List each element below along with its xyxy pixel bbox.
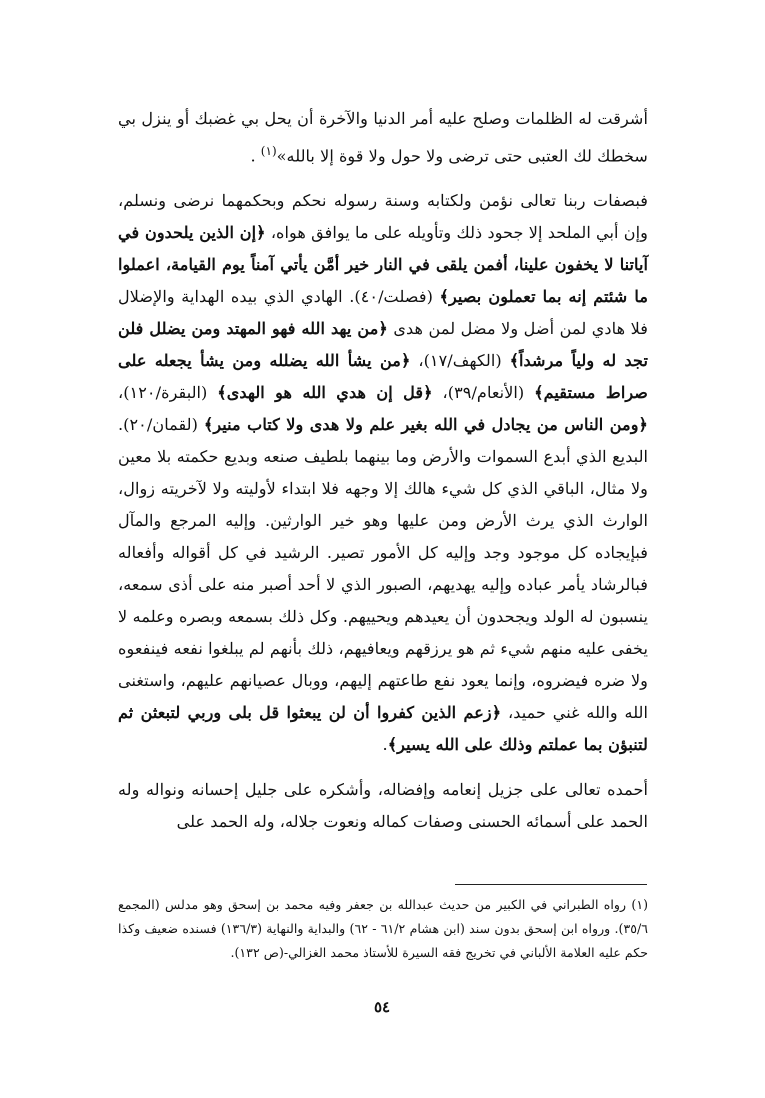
paragraph [118, 774, 648, 838]
verse-reference: (الكهف/١٧)، [410, 351, 510, 371]
text-run: (لقمان/٢٠). البديع الذي أبدع السموات والأرض وما بينهما بلطيف صنعه وبديع حكمته بلا معين ولا مثال، الباقي الذي كل شيء هالك إلا وجهه فلا ابتداء لأوليته ولا لآخريته زوال، الوارث الذي يرث الأرض ومن عليها وهو خير الوارثين. وإليه المرجع والمآل فبإيجاده كل موجود وجد وإليه كل الأمور تصير. الرشيد في كل أقواله وأفعاله فبالرشاد يأمر عباده وإليه يهديهم، الصبور الذي لا أحد أصبر منه على أذى سمعه، ينسبون له الولد ويجحدون أن يعيدهم ويحييهم. وكل ذلك بسمعه وبصره وعلمه لا يخفى عليه منهم شيء ثم هو يرزقهم ويعافيهم، ذلك بأنهم لم يبلغوا نفعه فينفعوه ولا ضره فيضروه، وإنما يعود نفع طاعتهم إليهم، ووبال عصيانهم عليهم، واستغنى الله والله غني حميد، [118, 415, 648, 723]
footnote: (١) رواه الطبراني في الكبير من حديث عبدالله بن جعفر وفيه محمد بن إسحق وهو مدلس (المجمع ٣٥/٦). ورواه ابن إسحق بدون سند (ابن هشام ٦١/٢ - ٦٢) والبداية والنهاية (١٣٦/٣) فسنده ضعيف وكذا حكم عليه العلامة الألباني في تخريج فقه السيرة للأستاذ محمد الغزالي-(ص ١٣٢). [118, 897, 648, 960]
verse-reference: (الأنعام/٣٩)، [432, 383, 535, 403]
quran-verse: ﴿ومن الناس من يجادل في الله بغير علم ولا هدى ولا كتاب منير﴾ [203, 415, 648, 435]
footnotes [118, 893, 648, 965]
page-number: ٥٤ [373, 998, 391, 1016]
quran-verse: ﴿زعم الذين كفروا أن لن يبعثوا قل بلى وربي لتبعثن ثم لتنبؤن بما عملتم وذلك على الله يسير﴾ [118, 703, 648, 755]
paragraph [118, 185, 648, 761]
text-run: فبصفات ربنا تعالى نؤمن ولكتابه وسنة رسوله نحكم وبحكمهما نرضى ونسلم، وإن أبي الملحد إلا جحود ذلك وتأويله على ما يوافق هواه، [118, 191, 648, 243]
paragraph [118, 103, 648, 172]
verse-reference: (فصلت/٤٠). الهادي الذي بيده الهداية والإضلال فلا هادي لمن أضل ولا مضل لمن هدى [118, 287, 648, 339]
quran-verse: ﴿من يشأ الله يضلله ومن يشأ يجعله على صراط مستقيم﴾ [118, 351, 648, 403]
text-run: . [250, 146, 261, 166]
footnote-marker: (١) [260, 144, 277, 158]
quran-verse: ﴿من يهد الله فهو المهتد ومن يضلل فلن تجد له ولياً مرشداً﴾ [118, 319, 648, 371]
text-run: أحمده تعالى على جزيل إنعامه وإفضاله، وأشكره على جليل إحسانه ونواله وله الحمد على أسمائه الحسنى وصفات كماله ونعوت جلاله، وله الحمد على [118, 780, 648, 832]
quran-verse: ﴿إن الذين يلحدون في آياتنا لا يخفون علينا، أفمن يلقى في النار خير أمَّن يأتي آمناً يوم القيامة، اعملوا ما شئتم إنه بما تعملون بصير﴾ [118, 223, 648, 307]
text-run: . [382, 735, 388, 755]
quran-verse: ﴿قل إن هدي الله هو الهدى﴾ [217, 383, 433, 403]
text-run: أشرقت له الظلمات وصلح عليه أمر الدنيا والآخرة أن يحل بي غضبك أو ينزل بي سخطك لك العتبى حتى ترضى ولا حول ولا قوة إلا بالله» [118, 109, 648, 166]
footnote-separator [455, 884, 647, 885]
verse-reference: (البقرة/١٢٠)، [118, 383, 218, 403]
main-text [118, 103, 648, 838]
